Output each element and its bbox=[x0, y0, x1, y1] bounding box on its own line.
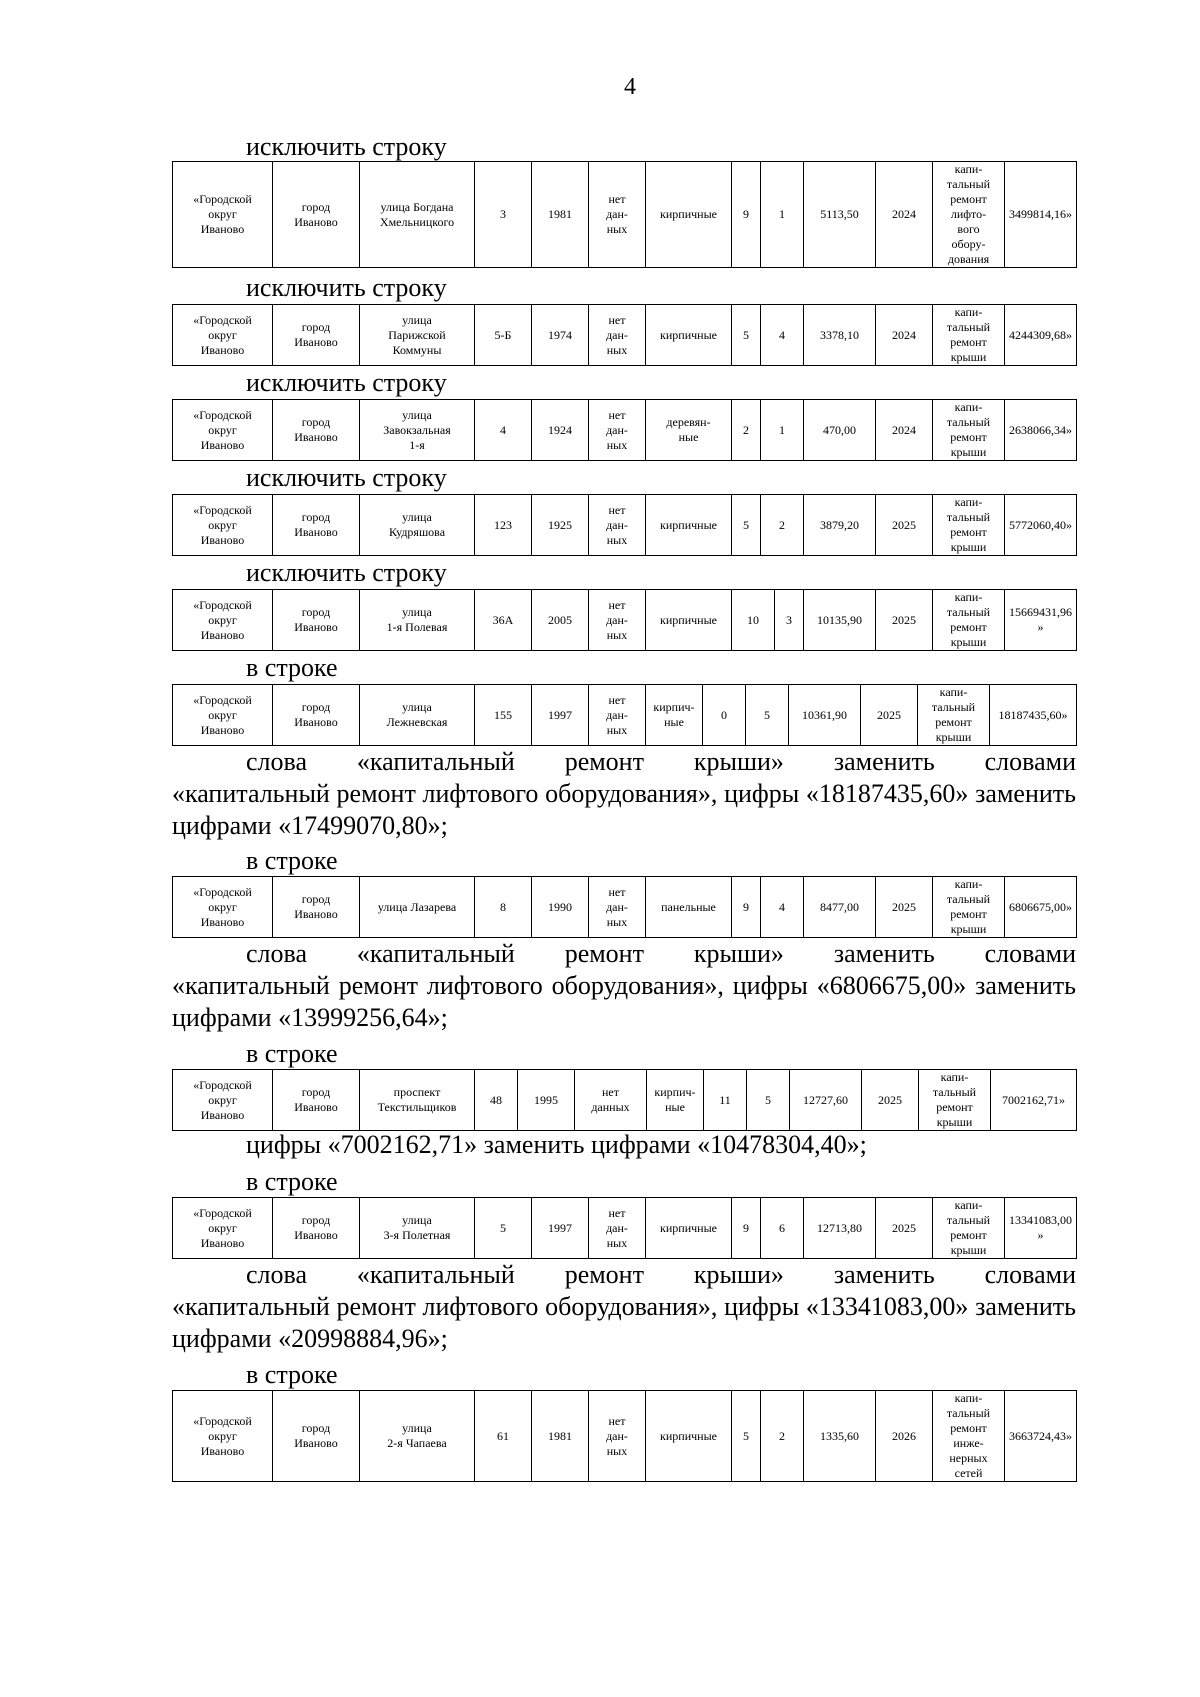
instruction-exclude-row: исключить строку bbox=[246, 132, 447, 161]
cell-year-planned: 2025 bbox=[876, 590, 933, 651]
cell-year-built: 1995 bbox=[518, 1070, 575, 1131]
table-row bbox=[172, 399, 1077, 461]
cell-work-type: капи- тальный ремонт крыши bbox=[933, 305, 1005, 366]
cell-house-number: 8 bbox=[475, 877, 532, 938]
amendment-rest: «капитальный ремонт лифтового оборудования», цифры «18187435,60» заменить цифрами «17499070,80»; bbox=[172, 779, 1076, 840]
cell-city: город Иваново bbox=[273, 877, 360, 938]
cell-area: 12727,60 bbox=[790, 1070, 862, 1131]
cell-floors: 0 bbox=[703, 685, 746, 746]
cell-city: город Иваново bbox=[273, 495, 360, 556]
cell-city: город Иваново bbox=[273, 685, 360, 746]
cell-house-number: 4 bbox=[475, 400, 532, 461]
cell-entrances: 1 bbox=[761, 400, 804, 461]
table-row bbox=[172, 1069, 1077, 1131]
cell-year-built: 1974 bbox=[532, 305, 589, 366]
cell-cost: 15669431,96» bbox=[1005, 590, 1077, 651]
cell-wall-material: кирпичные bbox=[646, 162, 732, 268]
table-row bbox=[172, 1197, 1077, 1259]
cell-wall-material: кирпичные bbox=[646, 1391, 732, 1482]
cell-street: улица 1-я Полевая bbox=[360, 590, 475, 651]
cell-year-planned: 2026 bbox=[876, 1391, 933, 1482]
table-row bbox=[172, 589, 1077, 651]
cell-floors: 11 bbox=[704, 1070, 747, 1131]
cell-year-built: 1997 bbox=[532, 1198, 589, 1259]
instruction-in-row: в строке bbox=[246, 1360, 338, 1389]
cell-entrances: 2 bbox=[761, 495, 804, 556]
cell-area: 470,00 bbox=[804, 400, 876, 461]
cell-no-data: нет дан- ных bbox=[589, 495, 646, 556]
amendment-rest: «капитальный ремонт лифтового оборудования», цифры «6806675,00» заменить цифрами «13999256,64»; bbox=[172, 971, 1076, 1032]
cell-house-number: 36А bbox=[475, 590, 532, 651]
amendment-first-line: слова «капитальный ремонт крыши» заменить словами bbox=[246, 939, 1076, 968]
cell-no-data: нет дан- ных bbox=[589, 685, 646, 746]
cell-year-planned: 2025 bbox=[862, 1070, 919, 1131]
cell-floors: 5 bbox=[732, 495, 761, 556]
cell-municipality: «Городской округ Иваново bbox=[173, 685, 273, 746]
cell-year-planned: 2025 bbox=[876, 1198, 933, 1259]
amendment-first-line: слова «капитальный ремонт крыши» заменить словами bbox=[246, 1260, 1076, 1289]
cell-no-data: нет дан- ных bbox=[589, 400, 646, 461]
cell-floors: 5 bbox=[732, 1391, 761, 1482]
cell-cost: 18187435,60» bbox=[990, 685, 1077, 746]
cell-cost: 13341083,00» bbox=[1005, 1198, 1077, 1259]
amendment-line: цифры «7002162,71» заменить цифрами «10478304,40»; bbox=[246, 1130, 867, 1159]
cell-street: улица Парижской Коммуны bbox=[360, 305, 475, 366]
cell-year-planned: 2025 bbox=[876, 877, 933, 938]
cell-year-planned: 2025 bbox=[876, 495, 933, 556]
amendment-first-line: слова «капитальный ремонт крыши» заменить словами bbox=[246, 747, 1076, 776]
cell-cost: 2638066,34» bbox=[1005, 400, 1077, 461]
cell-year-planned: 2024 bbox=[876, 305, 933, 366]
cell-municipality: «Городской округ Иваново bbox=[173, 305, 273, 366]
cell-wall-material: кирпич- ные bbox=[647, 1070, 704, 1131]
cell-entrances: 2 bbox=[761, 1391, 804, 1482]
cell-street: улица Кудряшова bbox=[360, 495, 475, 556]
amendment-rest: «капитальный ремонт лифтового оборудования», цифры «13341083,00» заменить цифрами «20998884,96»; bbox=[172, 1292, 1076, 1353]
cell-floors: 9 bbox=[732, 162, 761, 268]
instruction-in-row: в строке bbox=[246, 846, 338, 875]
cell-city: город Иваново bbox=[273, 1070, 360, 1131]
cell-cost: 4244309,68» bbox=[1005, 305, 1077, 366]
cell-entrances: 5 bbox=[746, 685, 789, 746]
table-row bbox=[172, 161, 1077, 268]
cell-wall-material: кирпичные bbox=[646, 590, 732, 651]
cell-house-number: 61 bbox=[475, 1391, 532, 1482]
table-row bbox=[172, 876, 1077, 938]
instruction-exclude-row: исключить строку bbox=[246, 273, 447, 302]
cell-street: улица Богдана Хмельницкого bbox=[360, 162, 475, 268]
cell-wall-material: деревян- ные bbox=[646, 400, 732, 461]
cell-city: город Иваново bbox=[273, 162, 360, 268]
amendment-paragraph bbox=[172, 746, 1076, 842]
cell-city: город Иваново bbox=[273, 305, 360, 366]
cell-municipality: «Городской округ Иваново bbox=[173, 590, 273, 651]
instruction-in-row: в строке bbox=[246, 1167, 338, 1196]
table-row bbox=[172, 494, 1077, 556]
cell-street: улица Лазарева bbox=[360, 877, 475, 938]
cell-floors: 9 bbox=[732, 877, 761, 938]
cell-municipality: «Городской округ Иваново bbox=[173, 400, 273, 461]
cell-area: 5113,50 bbox=[804, 162, 876, 268]
table-row bbox=[172, 1390, 1077, 1482]
instruction-exclude-row: исключить строку bbox=[246, 368, 447, 397]
cell-area: 10135,90 bbox=[804, 590, 876, 651]
cell-year-built: 1990 bbox=[532, 877, 589, 938]
cell-street: улица 2-я Чапаева bbox=[360, 1391, 475, 1482]
cell-city: город Иваново bbox=[273, 1391, 360, 1482]
cell-work-type: капи- тальный ремонт крыши bbox=[918, 685, 990, 746]
cell-work-type: капи- тальный ремонт крыши bbox=[933, 400, 1005, 461]
cell-floors: 10 bbox=[732, 590, 775, 651]
cell-work-type: капи- тальный ремонт крыши bbox=[933, 1198, 1005, 1259]
instruction-exclude-row: исключить строку bbox=[246, 463, 447, 492]
cell-cost: 3663724,43» bbox=[1005, 1391, 1077, 1482]
cell-municipality: «Городской округ Иваново bbox=[173, 1198, 273, 1259]
cell-no-data: нет дан- ных bbox=[589, 162, 646, 268]
cell-year-planned: 2024 bbox=[876, 400, 933, 461]
cell-cost: 5772060,40» bbox=[1005, 495, 1077, 556]
cell-area: 3879,20 bbox=[804, 495, 876, 556]
cell-municipality: «Городской округ Иваново bbox=[173, 495, 273, 556]
cell-no-data: нет дан- ных bbox=[589, 305, 646, 366]
cell-year-built: 2005 bbox=[532, 590, 589, 651]
cell-year-built: 1981 bbox=[532, 1391, 589, 1482]
cell-work-type: капи- тальный ремонт крыши bbox=[933, 877, 1005, 938]
cell-city: город Иваново bbox=[273, 590, 360, 651]
cell-area: 8477,00 bbox=[804, 877, 876, 938]
cell-wall-material: панельные bbox=[646, 877, 732, 938]
cell-house-number: 48 bbox=[475, 1070, 518, 1131]
cell-entrances: 4 bbox=[761, 305, 804, 366]
cell-area: 10361,90 bbox=[789, 685, 861, 746]
cell-work-type: капи- тальный ремонт крыши bbox=[933, 590, 1005, 651]
cell-work-type: капи- тальный ремонт крыши bbox=[933, 495, 1005, 556]
cell-street: улица Лежневская bbox=[360, 685, 475, 746]
cell-entrances: 3 bbox=[775, 590, 804, 651]
cell-no-data: нет дан- ных bbox=[589, 877, 646, 938]
instruction-in-row: в строке bbox=[246, 1039, 338, 1068]
cell-city: город Иваново bbox=[273, 400, 360, 461]
instruction-in-row: в строке bbox=[246, 653, 338, 682]
cell-work-type: капи- тальный ремонт крыши bbox=[919, 1070, 991, 1131]
cell-floors: 5 bbox=[732, 305, 761, 366]
cell-year-built: 1925 bbox=[532, 495, 589, 556]
cell-wall-material: кирпичные bbox=[646, 305, 732, 366]
amendment-paragraph bbox=[172, 1259, 1076, 1355]
cell-municipality: «Городской округ Иваново bbox=[173, 1070, 273, 1131]
cell-house-number: 123 bbox=[475, 495, 532, 556]
cell-no-data: нет дан- ных bbox=[589, 590, 646, 651]
cell-house-number: 155 bbox=[475, 685, 532, 746]
cell-no-data: нет дан- ных bbox=[589, 1198, 646, 1259]
cell-street: улица 3-я Полетная bbox=[360, 1198, 475, 1259]
cell-area: 1335,60 bbox=[804, 1391, 876, 1482]
cell-floors: 2 bbox=[732, 400, 761, 461]
cell-municipality: «Городской округ Иваново bbox=[173, 1391, 273, 1482]
cell-year-planned: 2024 bbox=[876, 162, 933, 268]
instruction-exclude-row: исключить строку bbox=[246, 558, 447, 587]
cell-wall-material: кирпичные bbox=[646, 1198, 732, 1259]
cell-cost: 6806675,00» bbox=[1005, 877, 1077, 938]
cell-cost: 7002162,71» bbox=[991, 1070, 1077, 1131]
cell-entrances: 5 bbox=[747, 1070, 790, 1131]
cell-work-type: капи- тальный ремонт инже- нерных сетей bbox=[933, 1391, 1005, 1482]
table-row bbox=[172, 304, 1077, 366]
cell-wall-material: кирпичные bbox=[646, 495, 732, 556]
table-row bbox=[172, 684, 1077, 746]
cell-entrances: 1 bbox=[761, 162, 804, 268]
cell-year-planned: 2025 bbox=[861, 685, 918, 746]
cell-municipality: «Городской округ Иваново bbox=[173, 877, 273, 938]
cell-wall-material: кирпич- ные bbox=[646, 685, 703, 746]
cell-entrances: 4 bbox=[761, 877, 804, 938]
cell-no-data: нет данных bbox=[575, 1070, 647, 1131]
cell-city: город Иваново bbox=[273, 1198, 360, 1259]
cell-no-data: нет дан- ных bbox=[589, 1391, 646, 1482]
amendment-paragraph bbox=[172, 938, 1076, 1034]
cell-house-number: 5 bbox=[475, 1198, 532, 1259]
cell-area: 3378,10 bbox=[804, 305, 876, 366]
cell-entrances: 6 bbox=[761, 1198, 804, 1259]
page-number: 4 bbox=[624, 74, 636, 100]
cell-year-built: 1981 bbox=[532, 162, 589, 268]
cell-year-built: 1924 bbox=[532, 400, 589, 461]
cell-street: проспект Текстильщиков bbox=[360, 1070, 475, 1131]
cell-cost: 3499814,16» bbox=[1005, 162, 1077, 268]
cell-municipality: «Городской округ Иваново bbox=[173, 162, 273, 268]
cell-work-type: капи- тальный ремонт лифто- вого обору- дования bbox=[933, 162, 1005, 268]
cell-house-number: 5-Б bbox=[475, 305, 532, 366]
cell-street: улица Завокзальная 1-я bbox=[360, 400, 475, 461]
cell-floors: 9 bbox=[732, 1198, 761, 1259]
cell-year-built: 1997 bbox=[532, 685, 589, 746]
cell-house-number: 3 bbox=[475, 162, 532, 268]
cell-area: 12713,80 bbox=[804, 1198, 876, 1259]
